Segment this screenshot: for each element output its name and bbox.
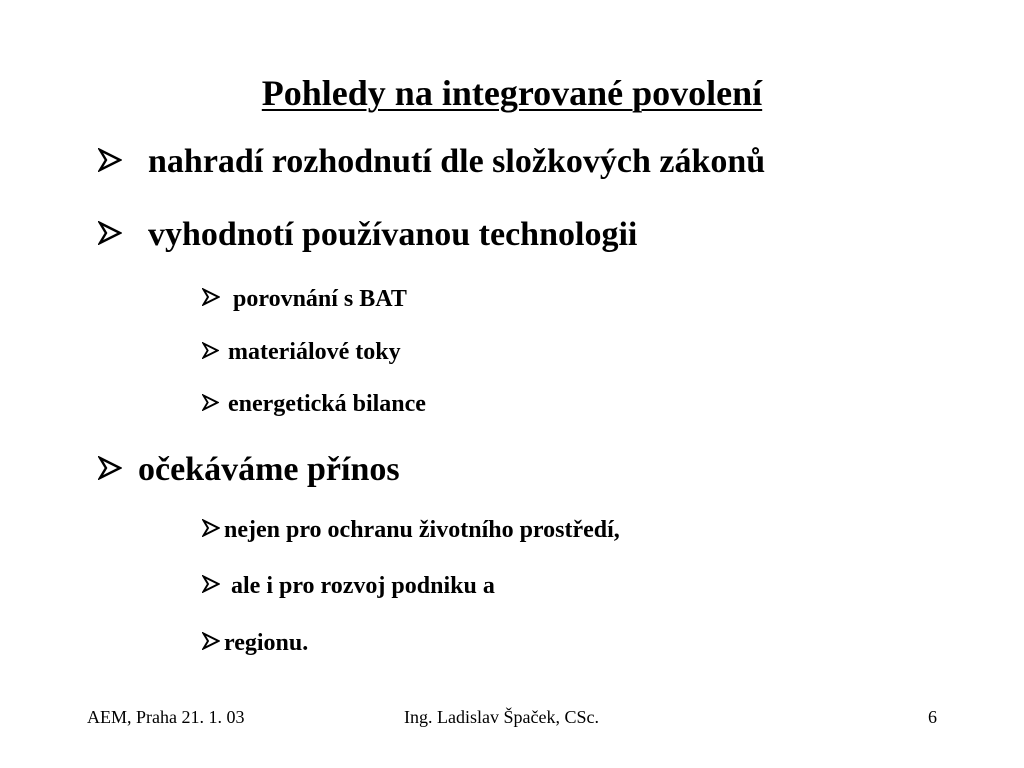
arrowhead-bullet-icon <box>202 519 224 537</box>
bullet-text: regionu. <box>224 630 309 656</box>
arrowhead-bullet-icon <box>202 575 231 593</box>
page-number: 6 <box>928 707 937 727</box>
bullet-item <box>98 143 765 181</box>
bullet-text: materiálové toky <box>228 339 401 365</box>
bullet-text: porovnání s BAT <box>233 286 407 312</box>
bullet-text: vyhodnotí používanou technologii <box>148 216 638 253</box>
sub-bullet-item <box>202 517 620 544</box>
arrowhead-bullet-icon <box>202 288 233 306</box>
slide-title: Pohledy na integrované povolení <box>261 73 763 113</box>
sub-bullet-item <box>202 391 426 418</box>
arrowhead-bullet-icon <box>202 394 228 411</box>
sub-bullet-item <box>202 573 495 600</box>
arrowhead-bullet-icon <box>98 456 138 480</box>
bullet-text: očekáváme přínos <box>138 451 400 488</box>
bullet-text: nahradí rozhodnutí dle složkových zákonů <box>148 143 766 180</box>
arrowhead-bullet-icon <box>202 342 228 359</box>
bullet-item <box>98 216 637 254</box>
sub-bullet-item <box>202 339 401 366</box>
arrowhead-bullet-icon <box>98 148 148 172</box>
footer-author: Ing. Ladislav Špaček, CSc. <box>404 707 599 727</box>
bullet-text: nejen pro ochranu životního prostředí, <box>224 517 620 543</box>
bullet-item <box>98 451 400 489</box>
footer-left-text: AEM, Praha 21. 1. 03 <box>87 707 245 727</box>
sub-bullet-item <box>202 286 407 313</box>
arrowhead-bullet-icon <box>202 632 224 650</box>
bullet-text: ale i pro rozvoj podniku a <box>231 573 495 599</box>
bullet-text: energetická bilance <box>228 391 426 417</box>
sub-bullet-item <box>202 630 308 657</box>
arrowhead-bullet-icon <box>98 221 148 245</box>
